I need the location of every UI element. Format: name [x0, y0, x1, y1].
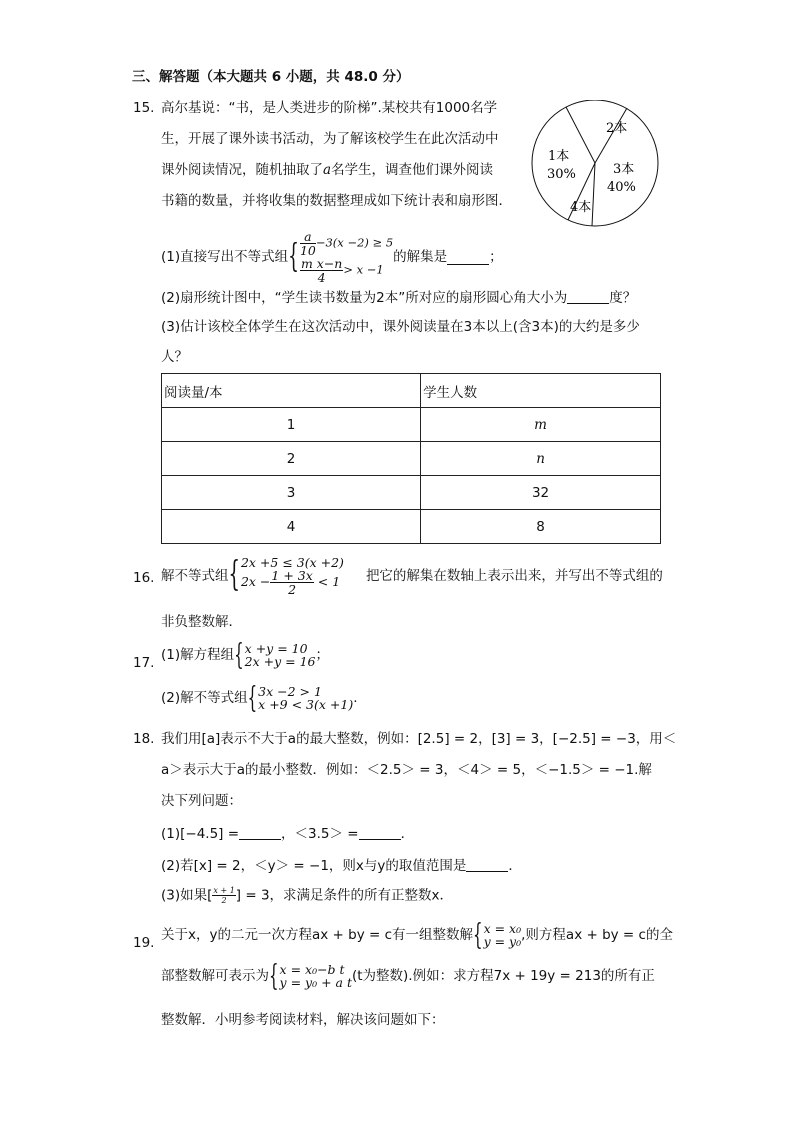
question-number: 15.: [133, 100, 155, 116]
q18-part-3: (3)如果[ $\frac{x + 1}{2}$ ] = 3，求满足条件的所有正整数x．: [161, 886, 454, 905]
section-header: 三、解答题（本大题共 6 小题，共 48.0 分）: [132, 69, 410, 85]
q17-part-2: (2)解不等式组{ 3x −2 > 1 x +9 < 3(x +1) .: [161, 680, 358, 716]
answer-blank[interactable]: [359, 825, 401, 840]
answer-blank[interactable]: [239, 825, 281, 840]
pie-divider-3: [592, 163, 595, 226]
pie-slice-3-pct: 40%: [607, 180, 636, 195]
table-row: [162, 442, 661, 476]
pie-divider-1: [566, 107, 595, 163]
question-number: 18.: [133, 731, 155, 747]
pie-chart: [530, 100, 660, 230]
table-row: [162, 510, 661, 544]
pie-slice-1-label: 1本: [548, 149, 570, 164]
table-cell: n: [421, 442, 661, 476]
answer-blank[interactable]: [567, 289, 609, 304]
table-cell: 3: [162, 476, 421, 510]
pie-slice-3-label: 3本: [613, 162, 635, 177]
table-header: 学生人数: [421, 374, 661, 408]
table-cell: 32: [421, 476, 661, 510]
table-header-row: [162, 374, 661, 408]
q18-line-3: 决下列问题：: [161, 793, 242, 809]
q19-line-3: 整数解．小明参考阅读材料，解决该问题如下：: [161, 1012, 445, 1028]
question-number: 17.: [133, 655, 155, 671]
q19-line-1: 关于x，y的二元一次方程ax + by = c有一组整数解{ x = x₀ y = y₀ ,则方程ax + by = c的全: [161, 917, 673, 953]
q15-line-4: 书籍的数量，并将收集的数据整理成如下统计表和扇形图．: [161, 193, 512, 209]
pie-slice-1-pct: 30%: [547, 167, 576, 182]
q17-part-1: (1)解方程组{ x +y = 10 2x +y = 16 ；: [161, 637, 330, 673]
q19-line-2: 部整数解可表示为{ x = x₀−b t y = y₀ + a t (t为整数).例如：求方程7x + 19y = 213的所有正: [161, 958, 655, 994]
table-cell: 8: [421, 510, 661, 544]
q15-part-3-line-2: 人？: [161, 349, 188, 365]
table-row: [162, 476, 661, 510]
answer-blank[interactable]: [447, 250, 489, 265]
q15-part-3-line-1: (3)估计该校全体学生在这次活动中，课外阅读量在3本以上(含3本)的大约是多少: [161, 319, 640, 335]
pie-slice-4-label: 4本: [570, 200, 592, 215]
question-number: 19.: [133, 935, 155, 951]
q15-line-1: 高尔基说：“书，是人类进步的阶梯”.某校共有1000名学: [161, 100, 498, 116]
q18-line-2: a＞表示大于a的最小整数．例如：＜2.5＞ = 3，＜4＞ = 5，＜−1.5＞ = −1.解: [161, 762, 652, 778]
table-cell: 4: [162, 510, 421, 544]
reading-table: [161, 373, 661, 544]
table-row: [162, 408, 661, 442]
q18-line-1: 我们用[a]表示不大于a的最大整数，例如：[2.5] = 2，[3] = 3，[−2.5] = −3，用＜: [161, 731, 677, 747]
table-header: 阅读量/本: [162, 374, 421, 408]
q18-part-2: (2)若[x] = 2，＜y＞ = −1，则x与y的取值范围是 ．: [161, 858, 522, 874]
table-cell: 2: [162, 442, 421, 476]
q16-line-2: 非负整数解．: [161, 614, 242, 630]
q15-part-1: (1)直接写出不等式组{ $\frac{a}{10}$ −3(x −2) ≥ 5 $\frac{\text{m x−n}}{4}$ > x −1 的解集是 ；: [161, 229, 503, 285]
table-cell: 1: [162, 408, 421, 442]
q16-line-1: 解不等式组{ 2x +5 ≤ 3(x +2) 2x − $\frac{1 + 3x}{2}$ < 1 把它的解集在数轴上表示出来，并写出不等式组的: [161, 555, 663, 597]
table-cell: m: [421, 408, 661, 442]
q15-line-3: 课外阅读情况，随机抽取了a名学生，调查他们课外阅读: [161, 162, 494, 178]
q15-line-2: 生，开展了课外读书活动，为了解该校学生在此次活动中: [161, 131, 499, 147]
answer-blank[interactable]: [466, 857, 508, 872]
question-number: 16.: [133, 570, 155, 586]
q15-part-2: (2)扇形统计图中，“学生读书数量为2本”所对应的扇形圆心角大小为 度？: [161, 290, 637, 306]
q18-part-1: (1)[−4.5] = ，＜3.5＞ = ．: [161, 826, 415, 842]
pie-slice-2-label: 2本: [606, 121, 628, 136]
